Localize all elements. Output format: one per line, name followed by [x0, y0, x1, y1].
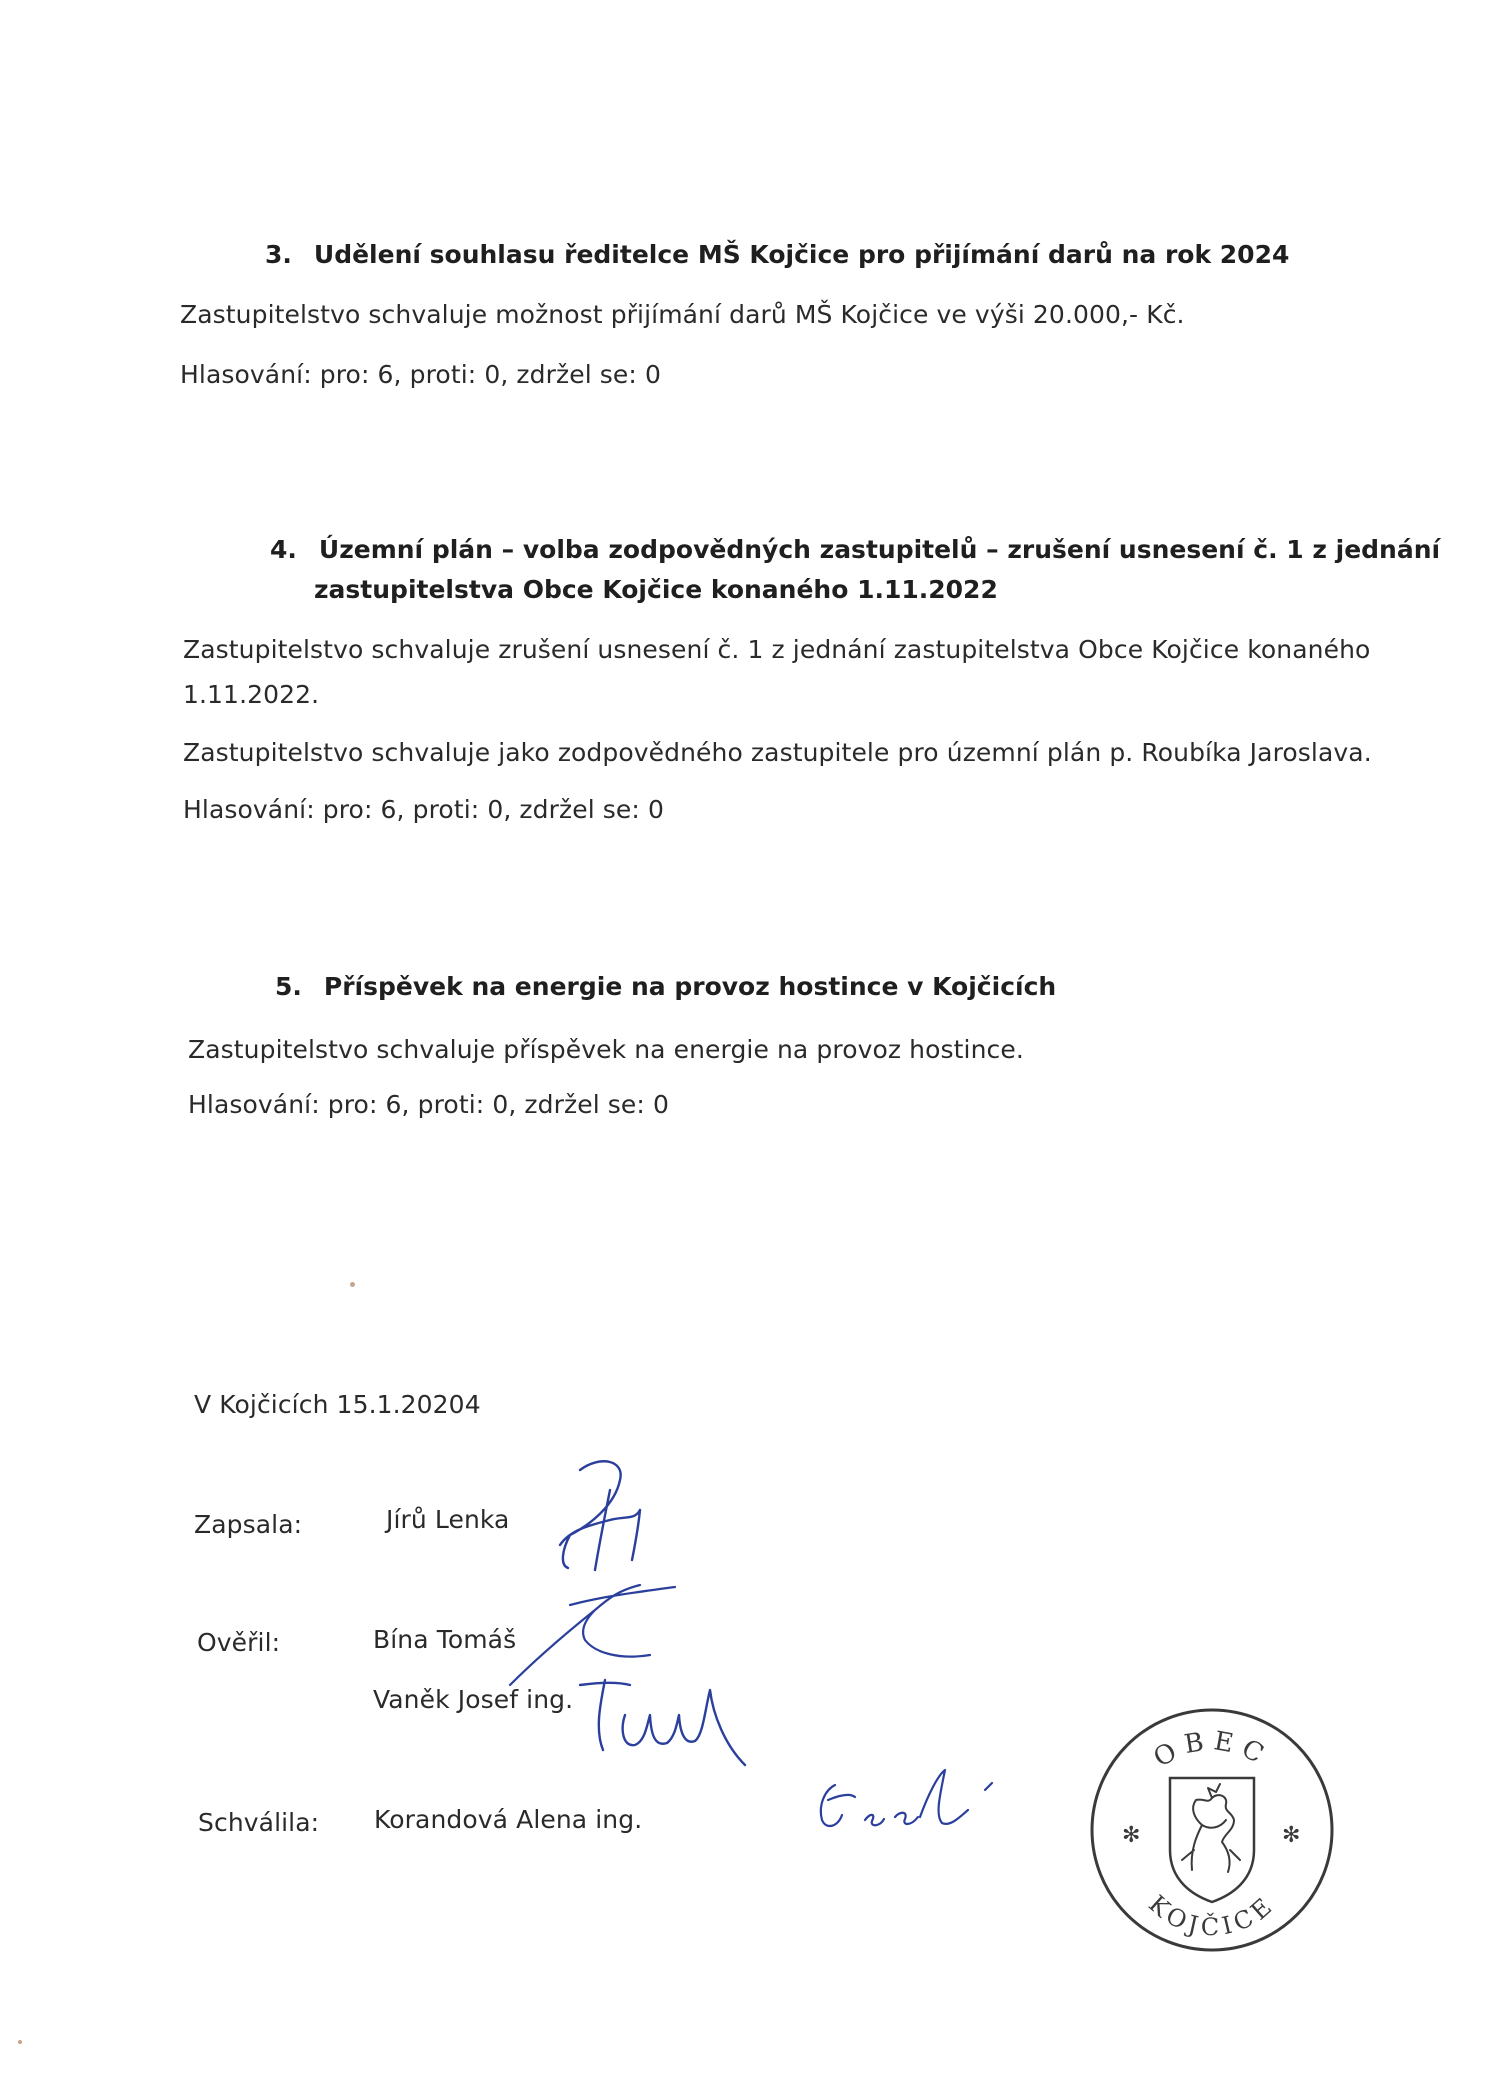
- stamp-top-text: OBEC: [1148, 1726, 1276, 1774]
- stamp-bottom-text: KOJČICE: [1143, 1889, 1281, 1942]
- section-number: 4.: [270, 535, 297, 564]
- verified-by-name-2: Vaněk Josef ing.: [373, 1685, 574, 1714]
- approved-by-name: Korandová Alena ing.: [374, 1805, 643, 1834]
- section-3-vote: Hlasování: pro: 6, proti: 0, zdržel se: 0: [180, 360, 661, 389]
- recorded-by-label: Zapsala:: [194, 1510, 303, 1539]
- section-number: 3.: [265, 240, 292, 269]
- svg-text:✻: ✻: [1122, 1823, 1141, 1848]
- svg-text:KOJČICE: [1143, 1890, 1280, 1941]
- section-4-heading: [270, 535, 1440, 564]
- section-title: Příspěvek na energie na provoz hostince v Kojčicích: [323, 972, 1057, 1001]
- verified-by-name-1: Bína Tomáš: [373, 1625, 517, 1654]
- section-title-line-1: Územní plán – volba zodpovědných zastupitelů – zrušení usnesení č. 1 z jednání: [318, 535, 1441, 564]
- scan-speck: [18, 2040, 22, 2044]
- recorded-by-name: Jírů Lenka: [386, 1505, 510, 1534]
- section-5-heading: [275, 972, 1056, 1001]
- scan-speck: [350, 1282, 355, 1287]
- section-3-heading: [265, 240, 1289, 269]
- signature-vanek: [575, 1665, 765, 1775]
- section-3-resolution: Zastupitelstvo schvaluje možnost přijímání darů MŠ Kojčice ve výši 20.000,- Kč.: [180, 300, 1185, 329]
- section-title: Udělení souhlasu ředitelce MŠ Kojčice pro přijímání darů na rok 2024: [313, 240, 1290, 269]
- svg-text:✻: ✻: [1282, 1823, 1301, 1848]
- section-4-vote: Hlasování: pro: 6, proti: 0, zdržel se: 0: [183, 795, 664, 824]
- svg-text:OBEC: [1149, 1726, 1276, 1774]
- star-icon: [1282, 1823, 1300, 1848]
- place-and-date: V Kojčicích 15.1.20204: [194, 1390, 481, 1419]
- approved-by-label: Schválila:: [198, 1808, 320, 1837]
- section-4-paragraph-2: Zastupitelstvo schvaluje jako zodpovědného zastupitele pro územní plán p. Roubíka Jaroslava.: [183, 738, 1372, 767]
- section-4-paragraph-1: Zastupitelstvo schvaluje zrušení usnesení č. 1 z jednání zastupitelstva Obce Kojčice konaného: [183, 635, 1371, 664]
- verified-by-label: Ověřil:: [197, 1628, 281, 1657]
- coat-of-arms-icon: [1170, 1778, 1254, 1902]
- official-stamp: [1082, 1700, 1342, 1960]
- section-number: 5.: [275, 972, 302, 1001]
- star-icon: [1122, 1823, 1140, 1848]
- signature-korandova: [810, 1755, 1050, 1845]
- section-5-vote: Hlasování: pro: 6, proti: 0, zdržel se: 0: [188, 1090, 669, 1119]
- section-4-paragraph-1-cont: 1.11.2022.: [183, 680, 320, 709]
- section-4-heading-line-2: zastupitelstva Obce Kojčice konaného 1.11.2022: [314, 575, 998, 604]
- section-5-resolution: Zastupitelstvo schvaluje příspěvek na energie na provoz hostince.: [188, 1035, 1024, 1064]
